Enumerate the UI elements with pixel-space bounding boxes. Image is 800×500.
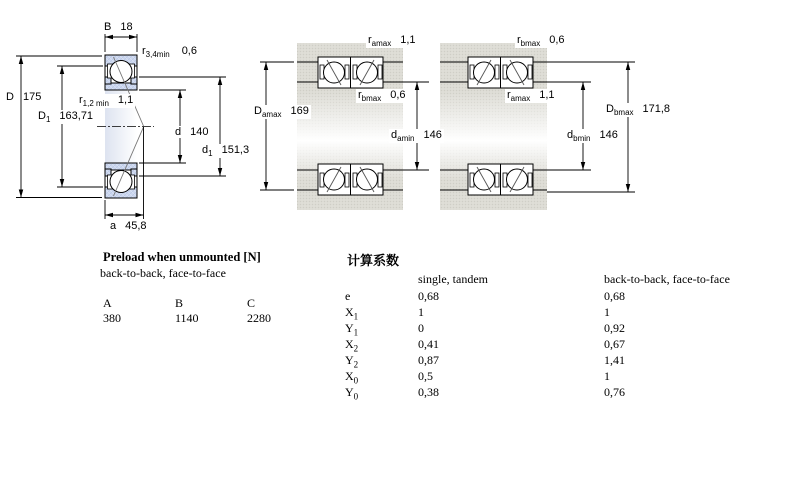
dim-symbol: a: [110, 220, 117, 232]
ball: [110, 61, 132, 83]
dim-damin-label: [389, 129, 444, 143]
factors-col1-header: single, tandem: [418, 272, 488, 286]
preload-table-subtitle: back-to-back, face-to-face: [100, 266, 226, 280]
ball: [110, 171, 132, 193]
preload-value-b: 1140: [175, 311, 199, 325]
dim-value: 18: [120, 21, 133, 33]
dim-subscript: amax: [371, 39, 392, 49]
factor-btb-ftf-value: 1: [604, 305, 610, 319]
factor-symbol: $X_1$: [345, 305, 359, 322]
dim-symbol: r: [368, 34, 372, 46]
dim-value: 0,6: [181, 45, 197, 57]
dim-value: 151,3: [221, 144, 250, 156]
dim-value: 1,1: [539, 89, 555, 101]
factor-single-tandem-value: 0,5: [418, 369, 433, 383]
dim-subscript: bmax: [361, 94, 382, 104]
mounted-b-dimensions: [547, 62, 635, 192]
dim-symbol: r: [79, 94, 83, 106]
dim-subscript: amax: [261, 110, 282, 120]
dim-symbol: d: [391, 129, 398, 141]
dim-r34min-label: [142, 45, 197, 59]
dim-value: 0,6: [390, 89, 406, 101]
mounted-drawing-b: [440, 43, 635, 210]
factor-btb-ftf-value: 0,68: [604, 289, 625, 303]
single-bearing-cross-section: [97, 55, 154, 198]
dim-r12min-label: [77, 94, 135, 108]
dim-rbmax-a-label: [356, 89, 408, 103]
dim-subscript: 1,2 min: [82, 99, 109, 109]
dim-dbmax-label: [604, 103, 672, 117]
factor-row-x0: [345, 369, 745, 384]
dim-symbol: D: [606, 103, 614, 115]
dim-symbol: d: [175, 126, 182, 138]
preload-col-c: C: [247, 296, 256, 310]
factor-btb-ftf-value: 0,92: [604, 321, 625, 335]
dim-value: 146: [423, 129, 442, 141]
dim-a-label: [110, 220, 147, 232]
factor-row-x2: [345, 337, 745, 352]
factor-symbol: $X_2$: [345, 337, 359, 354]
factor-symbol: $Y_1$: [345, 321, 359, 338]
mounted-drawing-a: [260, 43, 429, 210]
factor-symbol: $X_0$: [345, 369, 359, 386]
dim-symbol: B: [104, 21, 112, 33]
preload-col-b: B: [175, 296, 184, 310]
dim-value: 45,8: [125, 220, 147, 232]
dim-symbol: D: [38, 110, 46, 122]
dim-value: 140: [190, 126, 209, 138]
factors-col2-header: back-to-back, face-to-face: [604, 272, 730, 286]
dim-dbmin-label: [565, 129, 620, 143]
dim-value: 163,71: [59, 110, 94, 122]
factor-symbol: e: [345, 289, 351, 303]
dim-subscript: 1: [208, 149, 213, 159]
preload-col-a: A: [103, 296, 112, 310]
factor-single-tandem-value: 0: [418, 321, 424, 335]
factor-single-tandem-value: 1: [418, 305, 424, 319]
dim-symbol: r: [507, 89, 511, 101]
dim-d1-outer-label: [36, 110, 95, 124]
factor-row-y0: [345, 385, 745, 400]
dim-subscript: bmin: [573, 134, 591, 144]
dim-rbmax-b-label: [515, 34, 567, 48]
dim-symbol: d: [202, 144, 209, 156]
factor-btb-ftf-value: 0,67: [604, 337, 625, 351]
dim-d-outer-label: [6, 91, 41, 103]
factor-btb-ftf-value: 1: [604, 369, 610, 383]
dim-symbol: D: [6, 91, 14, 103]
factor-btb-ftf-value: 0,76: [604, 385, 625, 399]
factor-btb-ftf-value: 1,41: [604, 353, 625, 367]
dim-ramax-b-label: [505, 89, 557, 103]
dim-symbol: r: [358, 89, 362, 101]
factor-single-tandem-value: 0,87: [418, 353, 439, 367]
dim-value: 146: [599, 129, 618, 141]
dim-symbol: d: [567, 129, 574, 141]
preload-table-title: Preload when unmounted [N]: [103, 250, 261, 264]
dim-subscript: 3,4min: [145, 50, 170, 60]
dim-value: 175: [22, 91, 42, 103]
factor-row-e: [345, 289, 745, 304]
dim-value: 0,6: [549, 34, 565, 46]
dim-bore-label: [173, 126, 210, 138]
factor-symbol: $Y_2$: [345, 353, 359, 370]
dim-subscript: amax: [510, 94, 531, 104]
dim-value: 1,1: [400, 34, 416, 46]
factor-single-tandem-value: 0,38: [418, 385, 439, 399]
factor-single-tandem-value: 0,41: [418, 337, 439, 351]
factor-single-tandem-value: 0,68: [418, 289, 439, 303]
dim-value: 171,8: [642, 103, 671, 115]
dim-ramax-a-label: [366, 34, 418, 48]
dim-symbol: r: [142, 45, 146, 57]
dim-symbol: D: [254, 105, 262, 117]
dim-b-label: [104, 21, 133, 33]
dim-value: 169: [290, 105, 309, 117]
dim-subscript: amin: [397, 134, 415, 144]
dim-value: 1,1: [117, 94, 134, 106]
factor-row-x1: [345, 305, 745, 320]
dim-symbol: r: [517, 34, 521, 46]
preload-value-a: 380: [103, 311, 121, 325]
factor-row-y2: [345, 353, 745, 368]
preload-value-c: 2280: [247, 311, 271, 325]
factor-row-y1: [345, 321, 745, 336]
dim-subscript: bmax: [613, 108, 634, 118]
dim-d1-inner-label: [200, 144, 251, 158]
dim-subscript: 1: [45, 115, 51, 125]
dim-subscript: bmax: [520, 39, 541, 49]
factors-table-title: 计算系数: [347, 253, 400, 268]
dim-damax-label: [252, 105, 311, 119]
factor-symbol: $Y_0$: [345, 385, 359, 402]
